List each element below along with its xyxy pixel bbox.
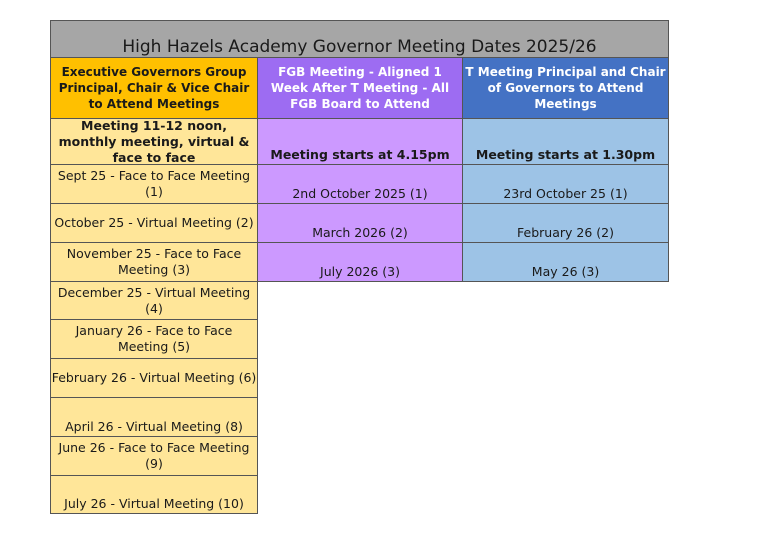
t-meeting-header: T Meeting Principal and Chair of Governors to Attend Meetings	[462, 57, 669, 119]
exec-meeting-cell: July 26 - Virtual Meeting (10)	[50, 475, 258, 514]
exec-meeting-cell: December 25 - Virtual Meeting (4)	[50, 281, 258, 320]
exec-meeting-cell: Sept 25 - Face to Face Meeting (1)	[50, 164, 258, 204]
exec-meeting-cell: April 26 - Virtual Meeting (8)	[50, 397, 258, 437]
fgb-time-note: Meeting starts at 4.15pm	[257, 118, 463, 165]
fgb-meeting-header: FGB Meeting - Aligned 1 Week After T Meeting - All FGB Board to Attend	[257, 57, 463, 119]
exec-time-note: Meeting 11-12 noon, monthly meeting, virtual & face to face	[50, 118, 258, 165]
t-meeting-cell: February 26 (2)	[462, 203, 669, 243]
t-meeting-cell: 23rd October 25 (1)	[462, 164, 669, 204]
fgb-meeting-cell: July 2026 (3)	[257, 242, 463, 282]
t-time-note: Meeting starts at 1.30pm	[462, 118, 669, 165]
t-meeting-cell: May 26 (3)	[462, 242, 669, 282]
fgb-meeting-cell: 2nd October 2025 (1)	[257, 164, 463, 204]
exec-meeting-cell: November 25 - Face to Face Meeting (3)	[50, 242, 258, 282]
fgb-meeting-cell: March 2026 (2)	[257, 203, 463, 243]
exec-group-header: Executive Governors Group Principal, Chair & Vice Chair to Attend Meetings	[50, 57, 258, 119]
exec-meeting-cell: February 26 - Virtual Meeting (6)	[50, 358, 258, 398]
exec-meeting-cell: June 26 - Face to Face Meeting (9)	[50, 436, 258, 476]
exec-meeting-cell: October 25 - Virtual Meeting (2)	[50, 203, 258, 243]
table-title: High Hazels Academy Governor Meeting Dates 2025/26	[50, 20, 669, 58]
exec-meeting-cell: January 26 - Face to Face Meeting (5)	[50, 319, 258, 359]
